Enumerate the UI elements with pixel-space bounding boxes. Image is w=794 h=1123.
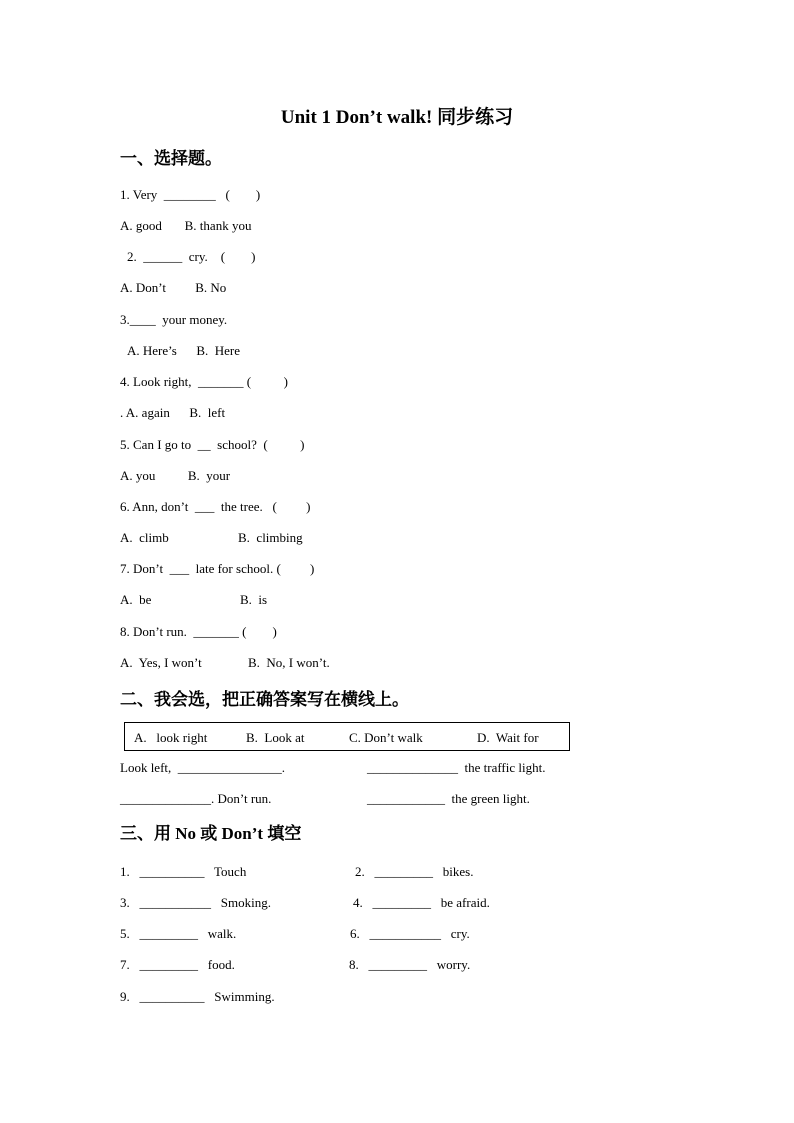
word-bank-option-c: C. Don’t walk	[349, 730, 423, 745]
section-heading-fill-in: 三、用 No 或 Don’t 填空	[120, 824, 302, 843]
question-2: 2. ______ cry. ( )	[127, 249, 256, 264]
fill-item-3: 3. ___________ Smoking.	[120, 895, 271, 910]
question-4-options: . A. again B. left	[120, 405, 226, 420]
word-bank-option-d: D. Wait for	[477, 730, 539, 745]
word-bank-option-b: B. Look at	[246, 730, 305, 745]
question-6: 6. Ann, don’t ___ the tree. ( )	[120, 499, 311, 514]
question-5-options: A. you B. your	[120, 468, 231, 483]
fill-item-9: 9. __________ Swimming.	[120, 989, 275, 1004]
question-6-option-b: B. climbing	[238, 530, 303, 545]
fill-item-2: 2. _________ bikes.	[355, 864, 474, 879]
fill-item-7: 7. _________ food.	[120, 957, 235, 972]
blank-sentence-3: ______________. Don’t run.	[120, 791, 272, 806]
fill-item-1: 1. __________ Touch	[120, 864, 247, 879]
fill-item-5: 5. _________ walk.	[120, 926, 237, 941]
question-3-options: A. Here’s B. Here	[127, 343, 240, 358]
question-4: 4. Look right, _______ ( )	[120, 374, 288, 389]
section-heading-choose-and-write: 二、我会选，把正确答案写在横线上。	[120, 690, 409, 709]
question-6-option-a: A. climb	[120, 530, 169, 545]
question-7-option-b: B. is	[240, 592, 268, 607]
question-8-option-a: A. Yes, I won’t	[120, 655, 202, 670]
word-bank-box	[124, 722, 570, 751]
page-title: Unit 1 Don’t walk! 同步练习	[280, 107, 514, 128]
blank-sentence-4: ____________ the green light.	[367, 791, 530, 806]
question-3: 3.____ your money.	[120, 312, 228, 327]
question-5: 5. Can I go to __ school? ( )	[120, 437, 305, 452]
question-2-options: A. Don’t B. No	[120, 280, 227, 295]
section-heading-multiple-choice: 一、选择题。	[120, 149, 222, 168]
question-8: 8. Don’t run. _______ ( )	[120, 624, 277, 639]
question-7: 7. Don’t ___ late for school. ( )	[120, 561, 315, 576]
blank-sentence-2: ______________ the traffic light.	[367, 760, 546, 775]
fill-item-4: 4. _________ be afraid.	[353, 895, 490, 910]
fill-item-6: 6. ___________ cry.	[350, 926, 470, 941]
blank-sentence-1: Look left, ________________.	[120, 760, 286, 775]
fill-item-8: 8. _________ worry.	[349, 957, 471, 972]
question-8-option-b: B. No, I won’t.	[248, 655, 330, 670]
question-7-option-a: A. be	[120, 592, 152, 607]
question-1: 1. Very ________ ( )	[120, 187, 261, 202]
word-bank-option-a: A. look right	[134, 730, 208, 745]
question-1-options: A. good B. thank you	[120, 218, 252, 233]
